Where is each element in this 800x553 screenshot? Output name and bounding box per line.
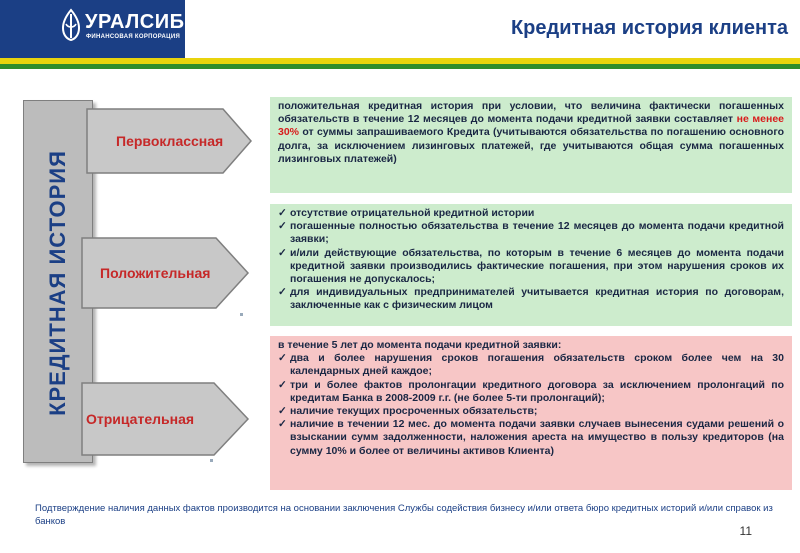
category-label-first-class: Первоклассная [116, 133, 224, 149]
category-label-positive: Положительная [100, 265, 211, 281]
logo-subtext: ФИНАНСОВАЯ КОРПОРАЦИЯ [86, 34, 181, 40]
checkmark-icon: ✓ [278, 207, 287, 219]
checkmark-icon: ✓ [278, 378, 287, 391]
checkmark-icon: ✓ [278, 286, 287, 299]
highlight-min-30: не менее 30% [278, 113, 785, 139]
first-class-text: положительная кредитная история при условии, что величина фактически погашенных обязательств в течение 12 месяцев до момента подачи кредитной заявки составляет не менее 30% от суммы запрашиваемого Кредита (учитываются обязательства по погашению основного долга, за исключением лизинговых платежей, где учитываются общая сумма погашенных лизинговых платежей) [278, 100, 785, 165]
list-item: ✓ два и более нарушения сроков погашения обязательств сроком более чем на 30 календарных дней каждое; [278, 352, 784, 378]
logo-icon [60, 8, 82, 42]
credit-history-vertical-label: КРЕДИТНАЯ ИСТОРИЯ [45, 150, 70, 416]
checkmark-icon: ✓ [278, 405, 287, 418]
list-item: ✓ наличие текущих просроченных обязательств; [278, 405, 538, 418]
list-item: ✓ погашенные полностью обязательства в течение 12 месяцев до момента подачи кредитной заявки; [278, 220, 784, 246]
logo-text: УРАЛСИБ [85, 11, 185, 33]
checkmark-icon: ✓ [278, 246, 287, 259]
footer-note: Подтверждение наличия данных фактов производится на основании заключения Службы содействия бизнесу и/или ответа бюро кредитных историй и/или справок из банков [35, 503, 773, 527]
page-number: 11 [739, 524, 752, 538]
first-class-description [270, 97, 792, 193]
decorative-dot [240, 313, 243, 316]
category-label-negative: Отрицательная [86, 411, 195, 427]
page-title: Кредитная история клиента [510, 17, 788, 39]
positive-description [270, 204, 792, 326]
checkmark-icon: ✓ [278, 220, 287, 233]
list-item: ✓ три и более фактов пролонгации кредитного договора за исключением пролонгаций по кредитам Банка в 2008-2009 г.г. (не более 5-ти пролонгаций); [278, 378, 784, 404]
list-item: ✓ для индивидуальных предпринимателей учитывается кредитная история по договорам, заключенные как с физическим лицом [278, 286, 784, 312]
list-item: ✓ и/или действующие обязательства, по которым в течение 6 месяцев до момента подачи кредитной заявки производились фактические погашения, при этом нарушения сроков их погашения не допускалось; [278, 246, 784, 286]
negative-intro: в течение 5 лет до момента подачи кредитной заявки: [278, 339, 562, 351]
list-item: ✓ наличие в течении 12 мес. до момента подачи заявки случаев вынесения судами решений о взыскании сумм задолженности, наложения ареста на имущество в пользу кредиторов (на сумму 10% и более от величины активов Клиента) [278, 418, 784, 457]
negative-description [270, 336, 792, 490]
list-item: ✓ отсутствие отрицательной кредитной истории [278, 207, 535, 219]
logo[interactable] [0, 0, 185, 58]
header-stripe-green [0, 64, 800, 69]
decorative-dot [210, 459, 213, 462]
checkmark-icon: ✓ [278, 418, 287, 431]
header [0, 0, 800, 58]
checkmark-icon: ✓ [278, 352, 287, 365]
